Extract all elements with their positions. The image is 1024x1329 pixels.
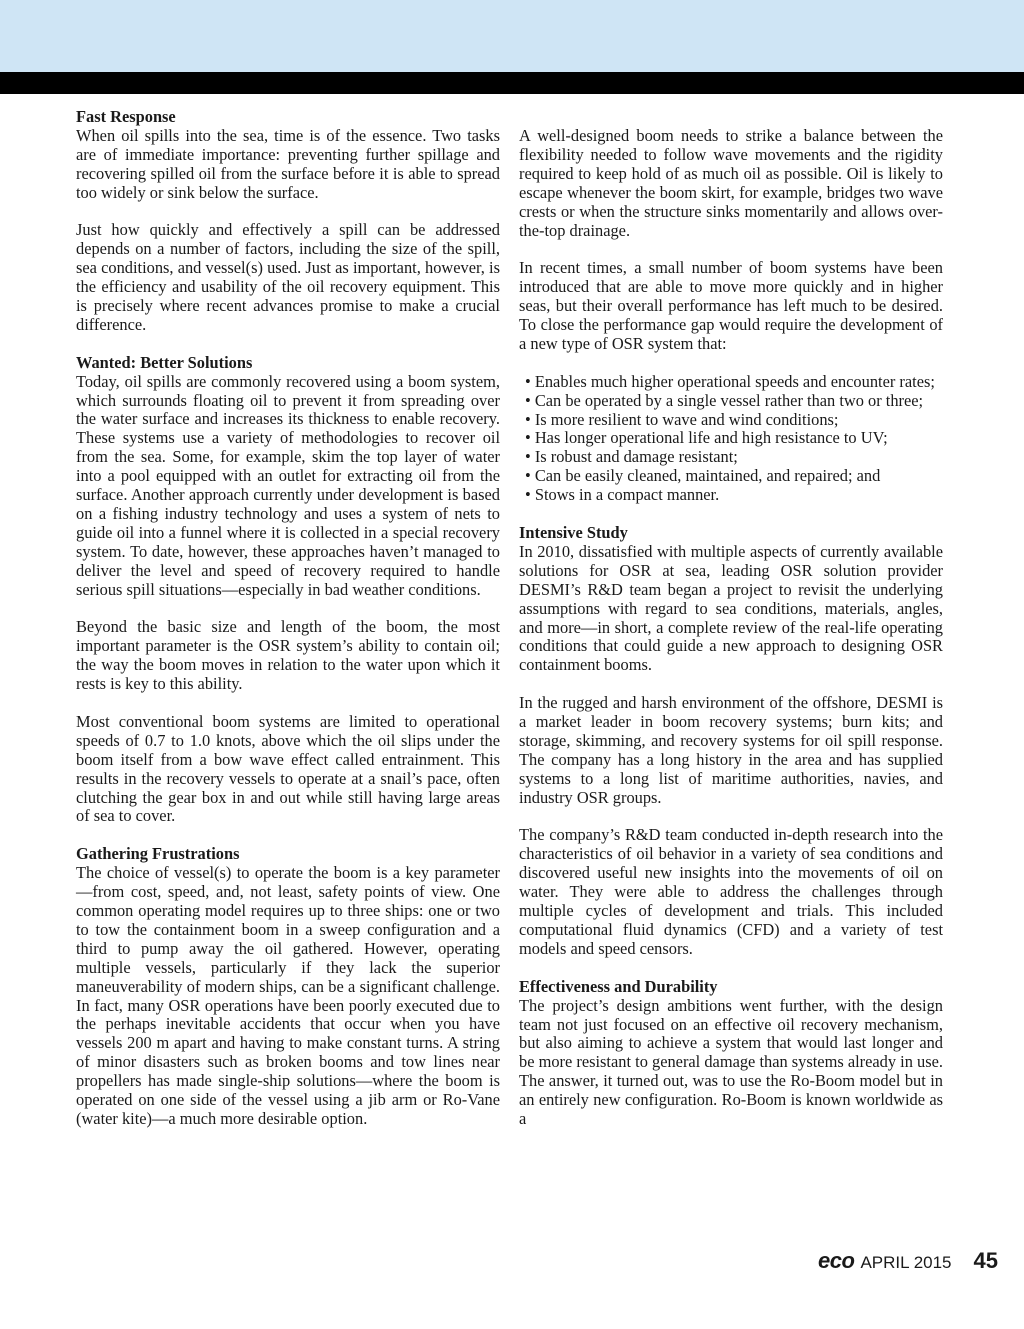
issue-date: APRIL 2015 [860, 1253, 952, 1272]
list-item: • Enables much higher operational speeds and encounter rates; [519, 373, 943, 392]
list-item: • Stows in a compact manner. [519, 486, 943, 505]
paragraph: When oil spills into the sea, time is of the essence. Two tasks are of immediate importance: preventing further spillage and recovering spilled oil from the surface before it is able to spread too widely or sink below the surface. [76, 125, 500, 202]
paragraph: Today, oil spills are commonly recovered using a boom system, which surrounds floating oil to prevent it from spreading over the water surface and increases its thickness to enable recovery. These systems use a variety of methodologies to recover oil from the sea. Some, for example, skim the top layer of water into a pool equipped with an outlet for extracting oil from the surface. Another approach currently under development is based on a fishing industry technology and uses a system of nets to guide oil into a funnel where it is collected in a special recovery system. To date, however, these approaches haven’t managed to deliver the level and speed of recovery required to handle serious spill situations—especially in bad weather conditions. [76, 371, 500, 599]
paragraph: A well-designed boom needs to strike a balance between the flexibility needed to follow wave movements and the rigidity required to keep hold of as much oil as possible. Oil is likely to escape whenever the boom skirt, for example, bridges two wave crests or when the structure sinks momentarily and allows over-the-top drainage. [519, 126, 943, 240]
left-column [76, 108, 500, 1148]
paragraph: Just how quickly and effectively a spill can be addressed depends on a number of factors, including the size of the spill, sea conditions, and vessel(s) used. Just as important, however, is the efficiency and usability of the oil recovery equipment. This is precisely where recent advances promise to make a crucial difference. [76, 220, 500, 334]
list-item: • Can be easily cleaned, maintained, and repaired; and [519, 467, 943, 486]
paragraph: In recent times, a small number of boom systems have been introduced that are able to move more quickly and in higher seas, but their overall performance has left much to be desired. To close the performance gap would require the development of a new type of OSR system that: [519, 258, 943, 353]
list-item: • Can be operated by a single vessel rather than two or three; [519, 392, 943, 411]
page-number: 45 [973, 1248, 998, 1273]
right-column [519, 127, 943, 1148]
paragraph: The choice of vessel(s) to operate the boom is a key parameter—from cost, speed, and, not least, safety points of view. One common operating model requires up to three ships: one or two to tow the containment boom in a sweep configuration and a third to pump away the oil gathered. However, operating multiple vessels, particularly if they lack the superior maneuverability of modern ships, can be a significant challenge. In fact, many OSR operations have been poorly executed due to the perhaps inevitable accidents that occur when you have vessels 200 m apart and having to make constant turns. A string of minor disasters such as broken booms and tow lines near propellers has made single-ship solutions—where the boom is operated on one side of the vessel using a jib arm or Ro-Vane (water kite)—a much more desirable option. [76, 863, 500, 1128]
section-heading-gathering-frustrations: Gathering Frustrations [76, 844, 240, 864]
section-heading-effectiveness: Effectiveness and Durability [519, 976, 718, 996]
paragraph: The project’s design ambitions went further, with the design team not just focused on an effective oil recovery mechanism, but also aiming to achieve a system that would last longer and be more resistant to general damage than systems already in use. The answer, it turned out, was to use the Ro-Boom model but in an entirely new configuration. Ro-Boom is known worldwide as a [519, 995, 943, 1129]
section-heading-intensive-study: Intensive Study [519, 522, 628, 542]
paragraph: In the rugged and harsh environment of the offshore, DESMI is a market leader in boom recovery systems; burn kits; and storage, skimming, and recovery systems for oil spill response. The company has a long history in the area and has supplied systems to a long list of maritime authorities, navies, and industry OSR groups. [519, 693, 943, 807]
paragraph: Most conventional boom systems are limited to operational speeds of 0.7 to 1.0 knots, above which the oil slips under the boom itself from a bow wave effect called entrainment. This results in the recovery vessels to operate at a snail’s pace, often clutching the gear box in and out while still having large areas of sea to cover. [76, 711, 500, 826]
section-heading-fast-response: Fast Response [76, 107, 176, 126]
header-band [0, 0, 1024, 72]
paragraph: The company’s R&D team conducted in-depth research into the characteristics of oil behavior in a variety of sea conditions and discovered useful new insights into the movements of oil on water. They were able to address the challenges through multiple cycles of development and trials. This included computational fluid dynamics (CFD) and a variety of test models and speed censors. [519, 825, 943, 958]
list-item: • Is more resilient to wave and wind conditions; [519, 411, 943, 430]
section-heading-wanted: Wanted: Better Solutions [76, 352, 253, 372]
header-rule [0, 72, 1024, 94]
page-footer [818, 1248, 998, 1274]
magazine-logo: eco [818, 1248, 855, 1273]
paragraph: In 2010, dissatisfied with multiple aspects of currently available solutions for OSR at sea, leading OSR solution provider DESMI’s R&D team began a project to revisit the underlying assumptions with regard to sea conditions, materials, angles, and more—in short, a complete review of the real-life operating conditions that could guide a new approach to designing OSR containment booms. [519, 541, 943, 675]
paragraph: Beyond the basic size and length of the boom, the most important parameter is the OSR system’s ability to contain oil; the way the boom moves in relation to the water upon which it rests is key to this ability. [76, 617, 500, 694]
requirements-list [519, 373, 943, 505]
list-item: • Has longer operational life and high resistance to UV; [519, 429, 943, 448]
list-item: • Is robust and damage resistant; [519, 448, 943, 467]
